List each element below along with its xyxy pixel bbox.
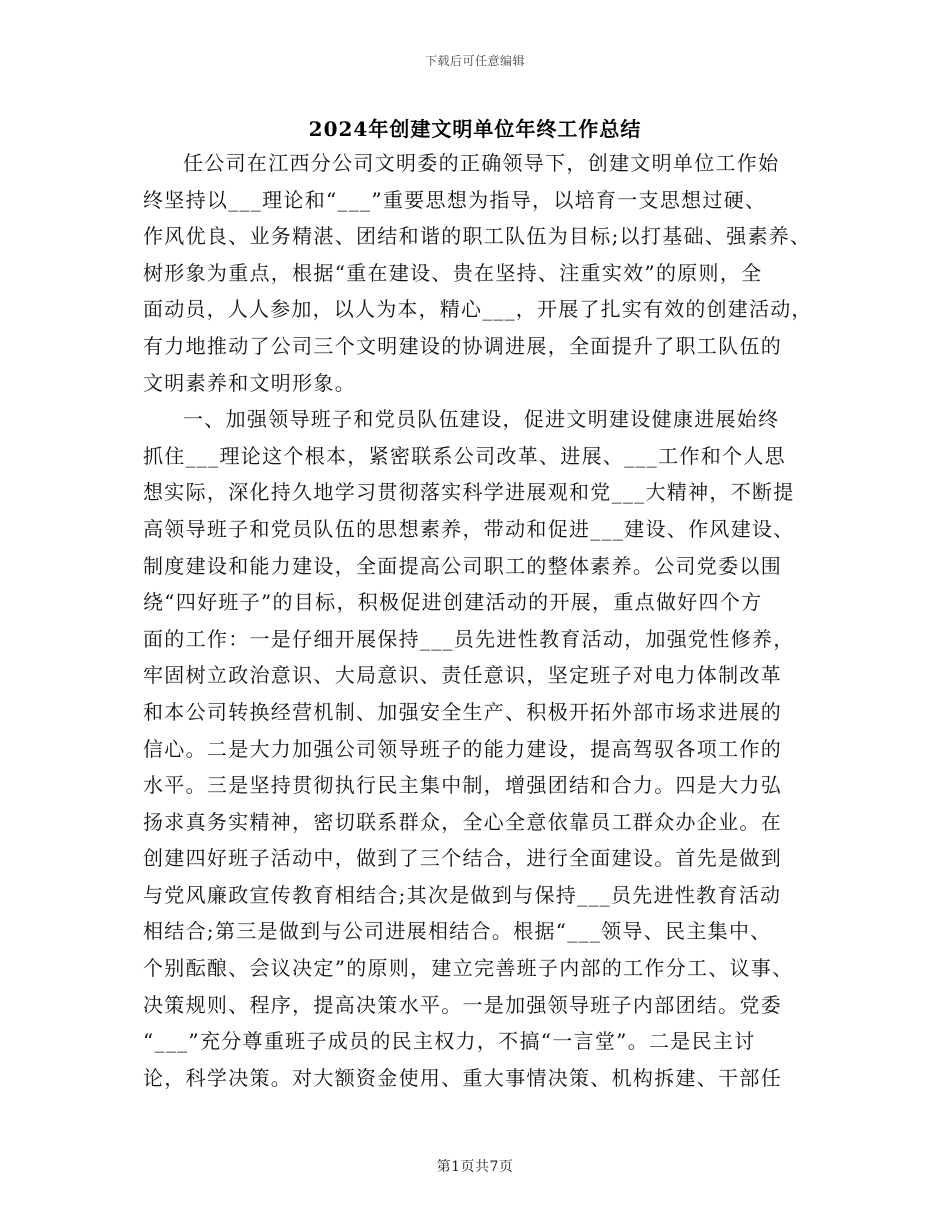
body-line: 终坚持以___理论和“___”重要思想为指导，以培育一支思想过硬、 [143,187,767,212]
body-line: 一、加强领导班子和党员队伍建设，促进文明建设健康进展始终 [183,407,780,432]
body-line: 扬求真务实精神，密切联系群众，全心全意依靠员工群众办企业。在 [143,809,782,834]
body-line: “___”充分尊重班子成员的民主权力，不搞“一言堂”。二是民主讨 [143,1029,756,1054]
body-line: 和本公司转换经营机制、加强安全生产、积极开拓外部市场求进展的 [143,699,782,724]
header-note: 下载后可任意编辑 [424,54,525,68]
body-line: 任公司在江西分公司文明委的正确领导下，创建文明单位工作始 [183,151,780,175]
body-line: 绕“四好班子”的目标，积极促进创建活动的开展，重点做好四个方 [143,590,763,615]
body-line: 抓住___理论这个根本，紧密联系公司改革、进展、___工作和个人思 [143,443,786,468]
document-title: 2024年创建文明单位年终工作总结 [308,117,642,141]
page-number: 第1页共7页 [436,1159,514,1175]
document-body [143,145,815,1096]
body-line: 牢固树立政治意识、大局意识、责任意识，坚定班子对电力体制改革 [143,663,782,688]
body-line: 水平。三是坚持贯彻执行民主集中制，增强团结和合力。四是大力弘 [143,773,782,798]
body-line: 作风优良、业务精湛、团结和谐的职工队伍为目标;以打基础、强素养、 [143,224,812,249]
body-line: 创建四好班子活动中，做到了三个结合，进行全面建设。首先是做到 [143,846,782,871]
body-line: 文明素养和文明形象。 [143,370,356,395]
body-line: 有力地推动了公司三个文明建设的协调进展，全面提升了职工队伍的 [143,333,782,358]
body-line: 与党风廉政宣传教育相结合;其次是做到与保持___员先进性教育活动 [143,882,782,907]
body-line: 面的工作：一是仔细开展保持___员先进性教育活动，加强党性修养， [143,626,795,651]
body-line: 论，科学决策。对大额资金使用、重大事情决策、机构拆建、干部任 [143,1065,782,1090]
body-line: 制度建设和能力建设，全面提高公司职工的整体素养。公司党委以围 [143,553,782,578]
body-line: 树形象为重点，根据“重在建设、贵在坚持、注重实效”的原则，全 [143,260,763,285]
body-line: 个别酝酿、会议决定”的原则，建立完善班子内部的工作分工、议事、 [143,956,794,981]
body-line: 相结合;第三是做到与公司进展相结合。根据“___领导、民主集中、 [143,919,772,944]
body-line: 决策规则、程序，提高决策水平。一是加强领导班子内部团结。党委 [143,992,782,1017]
body-line: 想实际，深化持久地学习贯彻落实科学进展观和党___大精神，不断提 [143,480,795,505]
body-line: 高领导班子和党员队伍的思想素养，带动和促进___建设、作风建设、 [143,516,795,541]
body-line: 信心。二是大力加强公司领导班子的能力建设，提高驾驭各项工作的 [143,736,782,761]
body-line: 面动员，人人参加，以人为本，精心___，开展了扎实有效的创建活动， [143,297,813,322]
